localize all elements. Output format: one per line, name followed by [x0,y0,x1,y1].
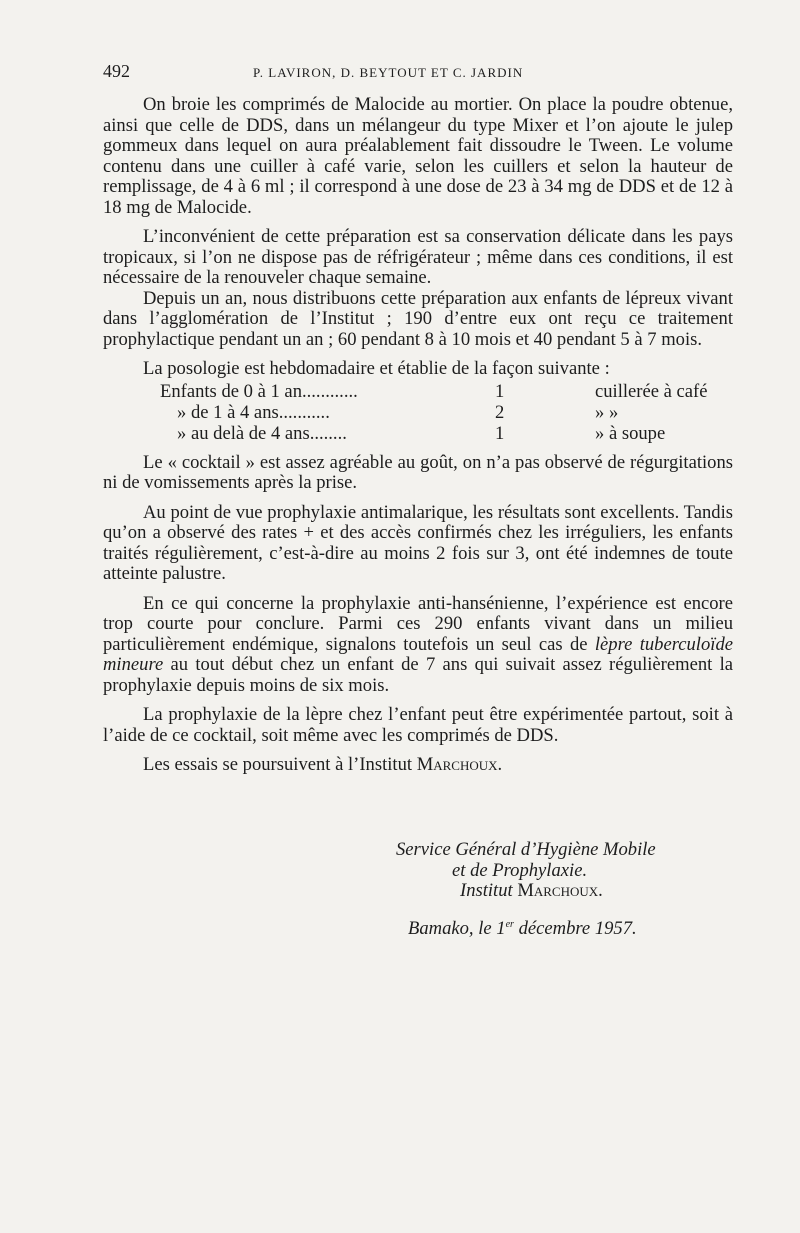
date-line [408,918,637,940]
signature-line: et de Prophylaxie. [452,859,588,881]
paragraph-distribution: Depuis un an, nous distribuons cette préparation aux enfants de lépreux vivant dans l’agglomération de l’Institut ; 190 d’entre eux ont reçu ce traitement prophylactique pendant un an ; 60 pendant 8 à 10 mois et 40 pendant 5 à 7 mois. [103,287,733,350]
text-segment: En ce qui concerne la prophylaxie anti-hansénienne, l’expérience est encore trop courte pour conclure. Parmi ces 290 enfants vivant dans un milieu particulièrement endémique, signalons toutefois un seul cas de [103,592,733,655]
dosage-age: Enfants de 0 à 1 an............ [160,380,358,402]
dosage-table [103,382,733,444]
paragraph-preparation: On broie les comprimés de Malocide au mortier. On place la poudre obtenue, ainsi que celle de DDS, dans un mélangeur du type Mixer et l’on ajoute le julep gommeux dans lequel on aura préalablement fait dissoudre le Tween. Le volume contenu dans une cuiller à café varie, selon les cuillers et selon la hauteur de remplissage, de 4 à 6 ml ; il correspond à une dose de 23 à 34 mg de DDS et de 12 à 18 mg de Malocide. [103,94,733,218]
running-head: P. LAVIRON, D. BEYTOUT ET C. JARDIN [253,65,524,80]
institute-name: Marchoux [517,880,599,901]
dosage-unit: » » [595,401,619,423]
dosage-unit: » à soupe [595,422,666,444]
paragraph-posology: La posologie est hebdomadaire et établie de la façon suivante : [143,358,610,379]
paragraph-antileprosy [103,594,733,697]
text-segment: Les essais se poursuivent à l’Institut [143,754,417,775]
dosage-row [103,403,733,424]
paragraph-antimalaria: Au point de vue prophylaxie antimalarique, les résultats sont excellents. Tandis qu’on a observé des rates + et des accès confirmés chez les irréguliers, les enfants traités régulièrement, c’est-à-dire au moins 2 fois sur 3, ont été indemnes de toute atteinte palustre. [103,501,733,584]
date-superscript: er [505,918,514,930]
paragraph-child-prophylaxis: La prophylaxie de la lèpre chez l’enfant peut être expérimentée partout, soit à l’aide de ce cocktail, soit même avec les comprimés de DDS. [103,704,733,746]
signature-line [396,881,726,902]
italic-term: lèpre tuberculoïde mineure [103,633,733,675]
paragraph-cocktail: Le « cocktail » est assez agréable au goût, on n’a pas observé de régurgitations ni de vomissements après la prise. [103,451,733,493]
signature-text: Institut [460,880,513,901]
dosage-qty: 2 [495,401,505,423]
dosage-row [103,424,733,445]
dosage-qty: 1 [495,380,505,402]
dosage-age: » au delà de 4 ans........ [177,422,347,444]
institute-name: Marchoux [416,754,498,775]
dosage-unit: cuillerée à café [595,380,708,402]
paragraph-conservation: L’inconvénient de cette préparation est sa conservation délicate dans les pays tropicaux, si l’on ne dispose pas de réfrigérateur ; même dans ces conditions, il est nécessaire de la renouveler chaque semaine. [103,226,733,288]
text-segment: au tout début chez un enfant de 7 ans qui suivait assez régulièrement la prophylaxie depuis moins de six mois. [103,654,733,696]
date-text: décembre 1957. [513,918,637,939]
text-segment: . [497,754,503,775]
signature-block [396,840,726,902]
paragraph-trials [103,755,733,776]
page-number: 492 [103,61,130,81]
body-text [103,95,733,776]
signature-line: Service Général d’Hygiène Mobile [396,839,656,860]
signature-text: . [598,880,603,901]
dosage-age: » de 1 à 4 ans........... [177,401,330,423]
dosage-row [103,382,733,403]
dosage-qty: 1 [495,422,505,444]
date-text: Bamako, le 1 [408,918,506,939]
